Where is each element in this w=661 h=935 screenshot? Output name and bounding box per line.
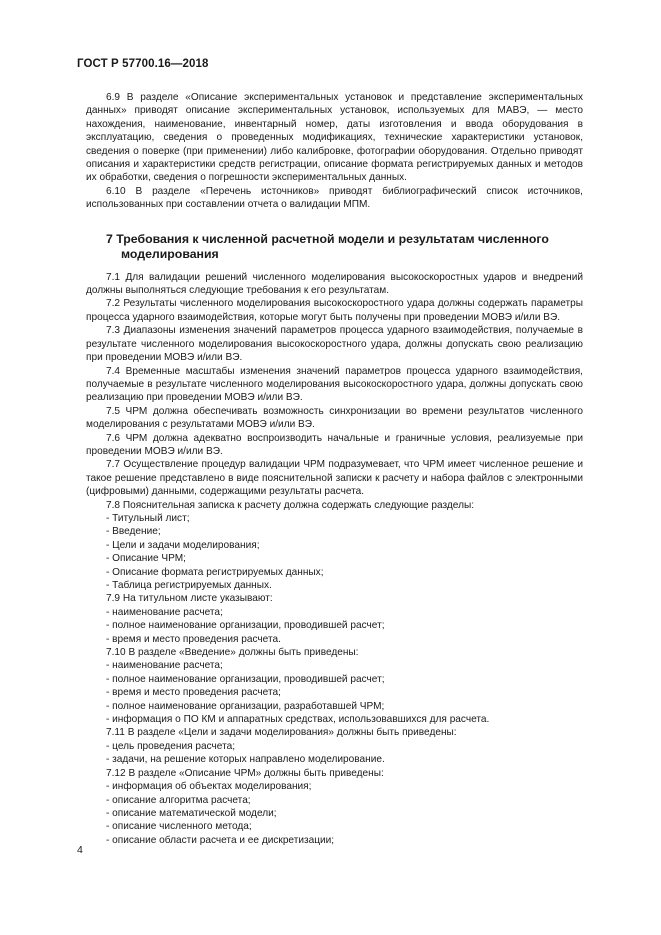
paragraph-7-9: 7.9 На титульном листе указывают: — [106, 593, 273, 605]
list-item: - описание области расчета и ее дискретизации; — [106, 834, 335, 846]
paragraph-7-11: 7.11 В разделе «Цели и задачи моделирования» должны быть приведены: — [106, 727, 457, 739]
paragraph-7-6: 7.6 ЧРМ должна адекватно воспроизводить начальные и граничные условия, реализуемые при проведении МОВЭ и/или ВЭ. — [86, 432, 583, 457]
list-item: - время и место проведения расчета. — [106, 633, 281, 645]
paragraph-7-2: 7.2 Результаты численного моделирования высокоскоростного удара должны содержать параметры процесса ударного взаимодействия, которые могут быть получены при проведении МОВЭ и/или ВЭ. — [86, 298, 583, 323]
document-body — [86, 91, 583, 847]
section-7-title — [86, 232, 583, 262]
list-item: - Описание ЧРМ; — [106, 553, 186, 565]
list-item: - цель проведения расчета; — [106, 740, 236, 752]
list-item: - наименование расчета; — [106, 606, 223, 618]
list-item: - Введение; — [106, 526, 161, 538]
section-7-title-line2: моделирования — [121, 246, 219, 261]
page-number: 4 — [77, 844, 83, 856]
paragraph-6-10: 6.10 В разделе «Перечень источников» приводят библиографический список источников, использованных при составлении отчета о валидации МПМ. — [86, 185, 583, 211]
paragraph-7-5: 7.5 ЧРМ должна обеспечивать возможность синхронизации во времени результатов численного моделирования с результатами МОВЭ и/или ВЭ. — [86, 405, 583, 431]
list-item: - Описание формата регистрируемых данных; — [106, 566, 324, 578]
list-item: - Титульный лист; — [106, 512, 190, 524]
list-item: - время и место проведения расчета; — [106, 687, 281, 699]
list-item: - задачи, на решение которых направлено моделирование. — [106, 754, 385, 766]
section-7-title-line1: 7 Требования к численной расчетной модели и результатам численного — [106, 231, 549, 246]
paragraph-7-1: 7.1 Для валидации решений численного моделирования высокоскоростных ударов и внедрений должны выполняться следующие требования к его результатам. — [86, 271, 583, 297]
paragraph-7-4: 7.4 Временные масштабы изменения значений параметров процесса ударного взаимодействия, получаемые в результате численного моделирования высокоскоростного удара, должны допускать свою реализацию при проведении МОВЭ и/или ВЭ. — [86, 365, 583, 404]
list-item: - полное наименование организации, проводившей расчет; — [106, 620, 385, 632]
list-item: - полное наименование организации, проводившей расчет; — [106, 673, 385, 685]
list-item: - информация об объектах моделирования; — [106, 781, 312, 793]
list-item: - описание математической модели; — [106, 807, 277, 819]
list-item: - наименование расчета; — [106, 660, 223, 672]
paragraph-7-12: 7.12 В разделе «Описание ЧРМ» должны быть приведены: — [106, 767, 384, 779]
list-item: - описание численного метода; — [106, 821, 252, 833]
list-item: - описание алгоритма расчета; — [106, 794, 251, 806]
list-item: - Таблица регистрируемых данных. — [106, 580, 272, 591]
paragraph-7-7: 7.7 Осуществление процедур валидации ЧРМ подразумевает, что ЧРМ имеет численное решение и такое решение представлено в виде пояснительной записки к расчету и набора файлов с электронными (цифровыми) данными, содержащими результаты расчета. — [86, 459, 583, 498]
document-header: ГОСТ Р 57700.16—2018 — [77, 58, 209, 70]
list-item: - Цели и задачи моделирования; — [106, 539, 260, 551]
paragraph-6-9: 6.9 В разделе «Описание экспериментальных установок и представление экспериментальных данных» приводят описание экспериментальных установок, используемых для МАВЭ, — место нахождения, наименование, инвентарный номер, даты изготовления и ввода оборудования в эксплуатацию, сведения о проведенных модификациях, технические характеристики установок, сведения о поверке (при применении) либо калибровке, фотографии оборудования. Отдельно приводят описания и характеристики средств регистрации, описание формата регистрируемых данных и методов их обработки, сведения о погрешности экспериментальных данных. — [86, 92, 583, 184]
paragraph-7-8: 7.8 Пояснительная записка к расчету должна содержать следующие разделы: — [106, 499, 475, 511]
paragraph-7-10: 7.10 В разделе «Введение» должны быть приведены: — [106, 647, 359, 659]
list-item: - полное наименование организации, разработавшей ЧРМ; — [106, 700, 385, 712]
paragraph-7-3: 7.3 Диапазоны изменения значений параметров процесса ударного взаимодействия, получаемые в результате численного моделирования высокоскоростного удара, должны допускать свою реализацию при проведении МОВЭ и/или ВЭ. — [86, 325, 583, 364]
list-item: - информация о ПО КМ и аппаратных средствах, использовавшихся для расчета. — [106, 714, 490, 726]
